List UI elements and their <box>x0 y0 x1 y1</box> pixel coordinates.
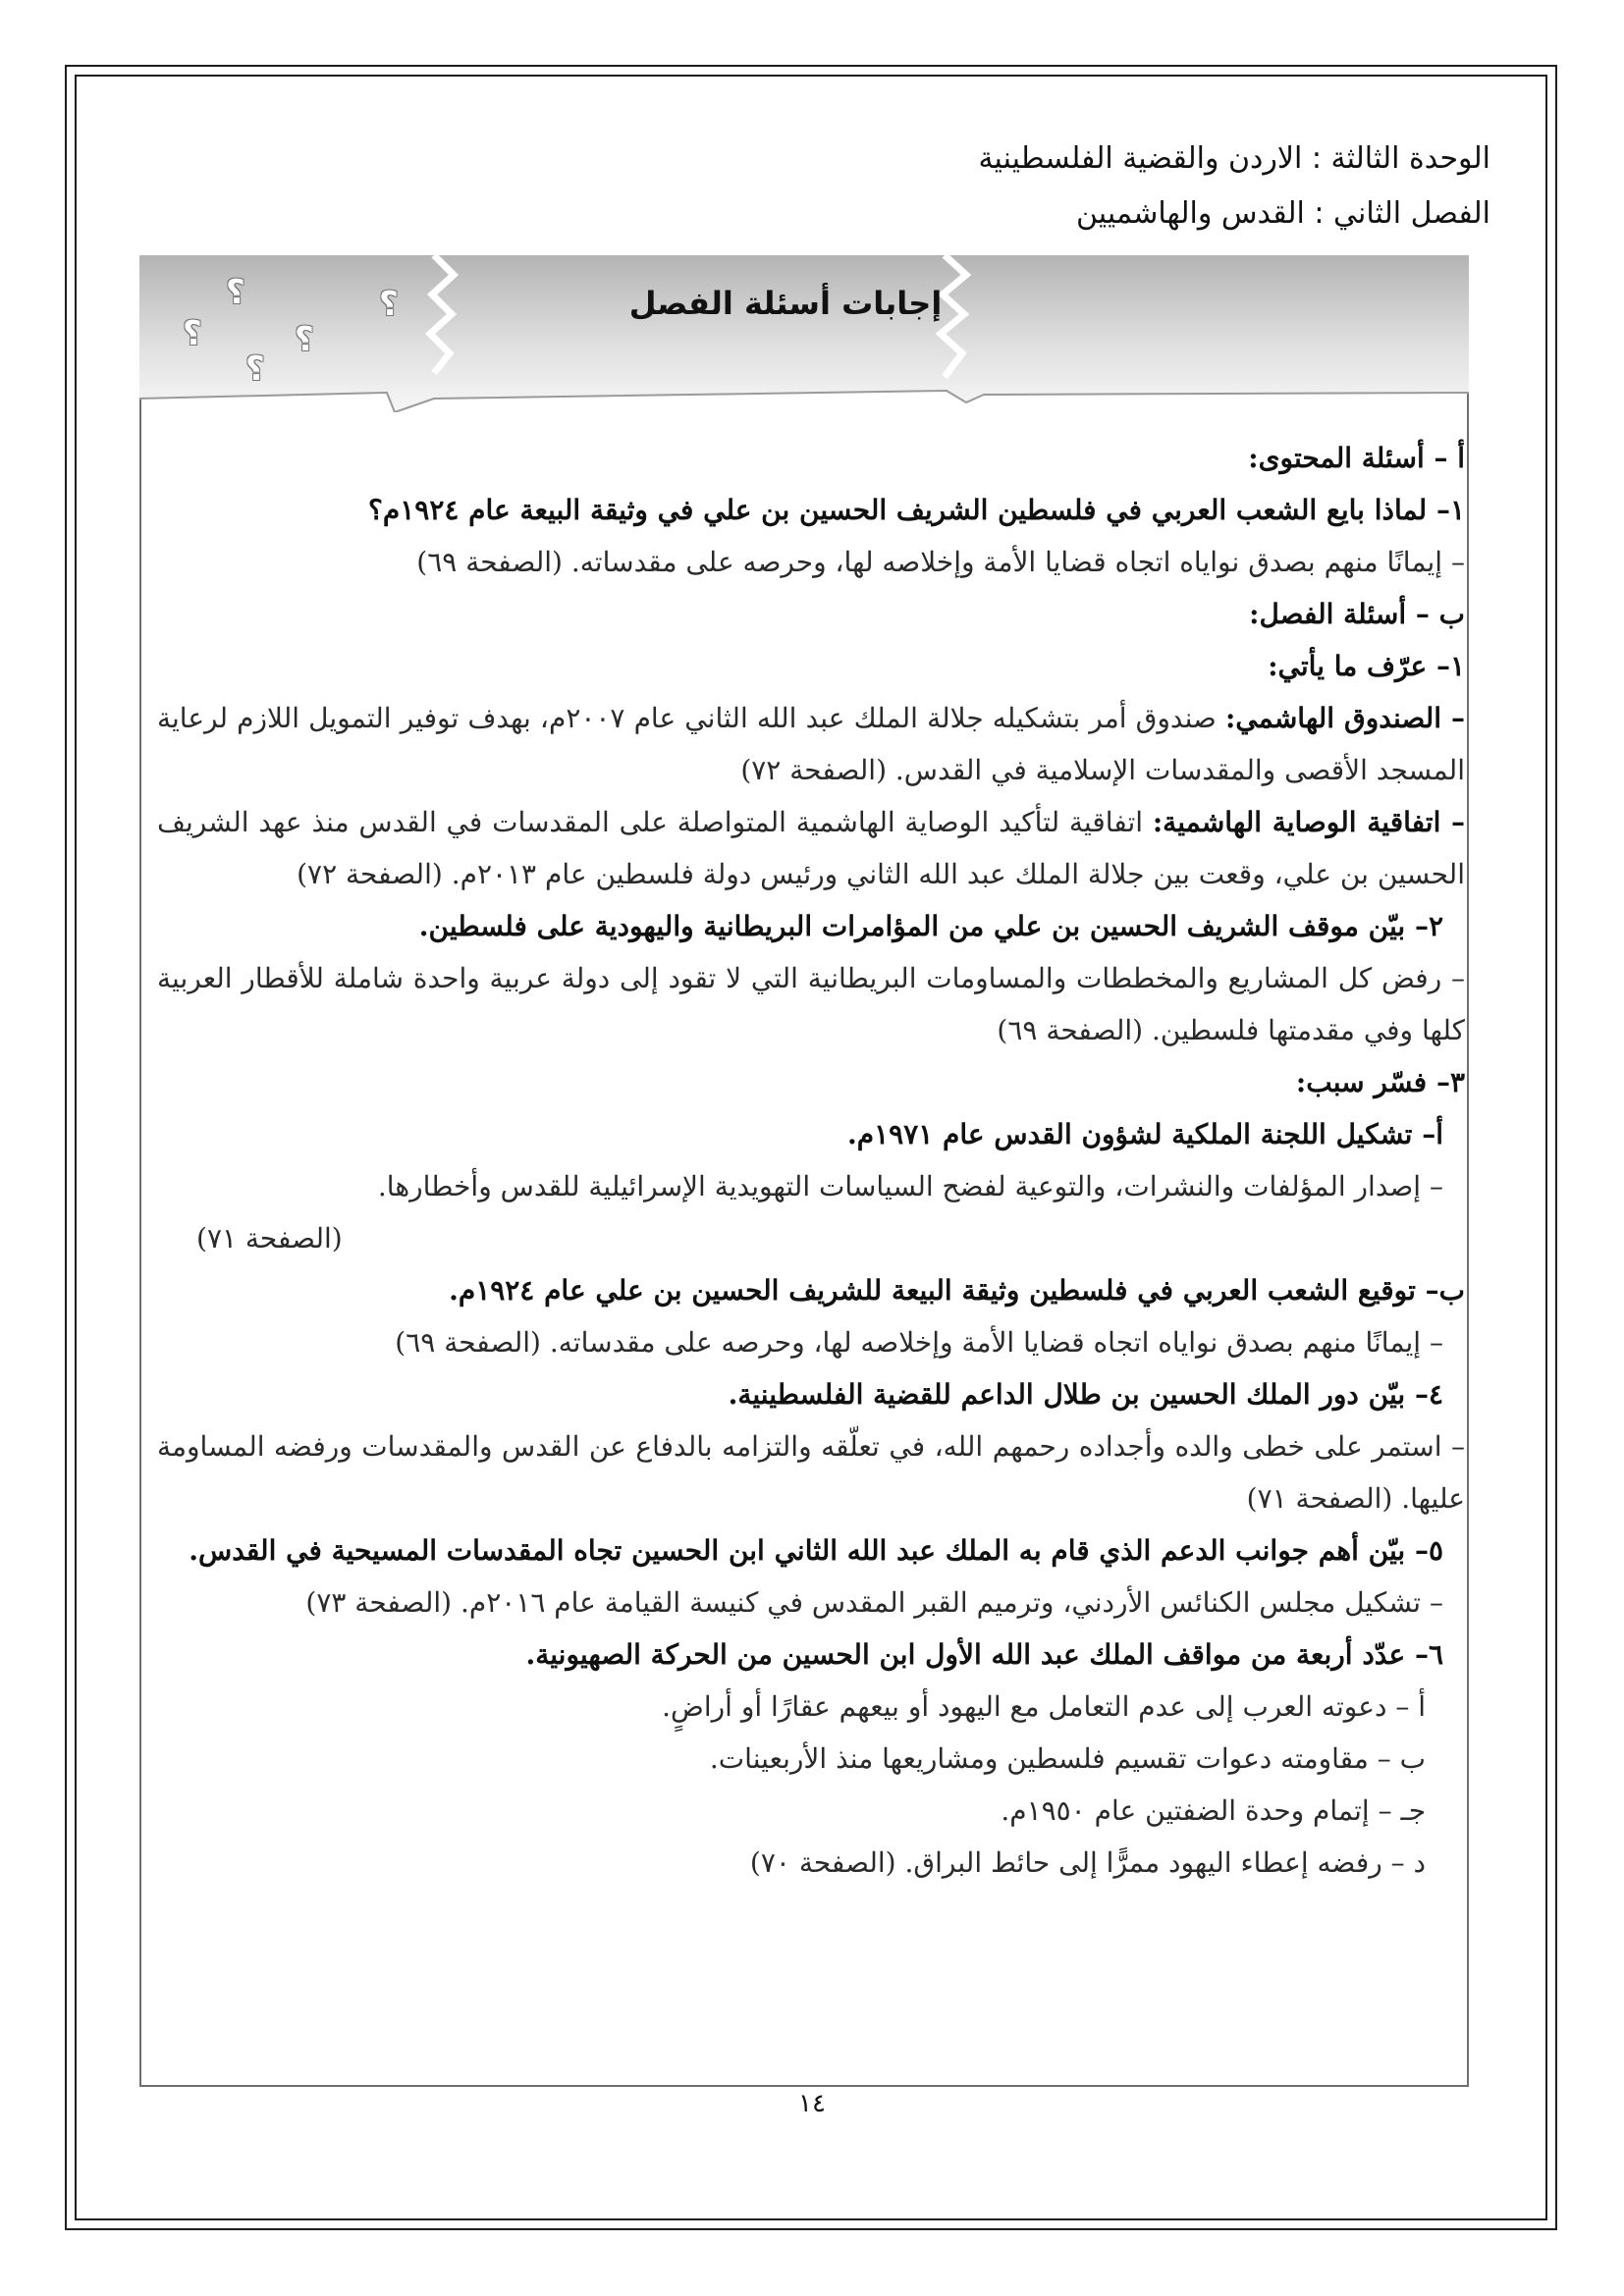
answer-1: – إيمانًا منهم بصدق نواياه اتجاه قضايا الأمة وإخلاصه لها، وحرصه على مقدساته. (الصفحة ٦٩) <box>416 546 1465 578</box>
question-c1: ١– عرّف ما يأتي: <box>1268 650 1465 682</box>
question-c3-a: أ– تشكيل اللجنة الملكية لشؤون القدس عام ١٩٧١م. <box>847 1118 1443 1150</box>
unit-title: الوحدة الثالثة : الاردن والقضية الفلسطينية <box>978 141 1490 176</box>
answer-c5: – تشكيل مجلس الكنائس الأردني، وترميم القبر المقدس في كنيسة القيامة عام ٢٠١٦م. (الصفحة ٧٣) <box>305 1586 1443 1619</box>
question-c4: ٤– بيّن دور الملك الحسين بن طلال الداعم للقضية الفلسطينية. <box>728 1378 1443 1411</box>
chapter-title: الفصل الثاني : القدس والهاشميين <box>1075 196 1490 231</box>
list-item: ب – مقاومته دعوات تقسيم فلسطين ومشاريعها منذ الأربعينات. <box>709 1742 1426 1775</box>
answer-c3-a-page: (الصفحة ٧١) <box>196 1222 343 1255</box>
definition-term: – الصندوق الهاشمي: <box>1224 702 1465 734</box>
question-mark-icon: ؟ <box>183 314 202 353</box>
question-c3: ٣– فسّر سبب: <box>1295 1066 1465 1098</box>
list-item: جـ – إتمام وحدة الضفتين عام ١٩٥٠م. <box>1001 1794 1426 1827</box>
page-number: ١٤ <box>798 2089 826 2118</box>
question-c5: ٥– بيّن أهم جوانب الدعم الذي قام به الملك عبد الله الثاني ابن الحسين تجاه المقدسات المسيحية في القدس. <box>189 1534 1443 1567</box>
question-c6: ٦– عدّد أربعة من مواقف الملك عبد الله الأول ابن الحسين من الحركة الصهيونية. <box>525 1638 1443 1671</box>
definition-text: اتفاقية لتأكيد الوصاية الهاشمية المتواصلة على المقدسات في القدس منذ عهد الشريف الحسين بن علي، وقعت بين جلالة الملك عبد الله الثاني ورئيس دولة فلسطين عام ٢٠١٣م. (الصفحة ٧٢) <box>157 806 1465 890</box>
question-mark-icon: ؟ <box>295 320 314 359</box>
definition-term: – اتفاقية الوصاية الهاشمية: <box>1152 806 1465 838</box>
question-mark-icon: ؟ <box>245 349 265 389</box>
answers-content <box>157 432 1465 1889</box>
question-mark-icon: ؟ <box>379 285 399 324</box>
question-1: ١– لماذا بايع الشعب العربي في فلسطين الشريف الحسين بن علي في وثيقة البيعة عام ١٩٢٤م؟ <box>368 494 1465 526</box>
answer-c3-a: – إصدار المؤلفات والنشرات، والتوعية لفضح السياسات التهويدية الإسرائيلية للقدس وأخطارها. <box>377 1170 1443 1202</box>
answer-c4: – استمر على خطى والده وأجداده رحمهم الله، في تعلّقه والتزامه بالدفاع عن القدس والمقدسات ورفضه المساومة عليها. (الصفحة ٧١) <box>157 1430 1465 1515</box>
banner-graphic <box>139 255 1469 412</box>
chapter-questions-heading: ب – أسئلة الفصل: <box>1249 598 1465 630</box>
list-item: أ – دعوته العرب إلى عدم التعامل مع اليهود أو بيعهم عقارًا أو أراضٍ. <box>662 1690 1426 1723</box>
definition-hashemite-fund <box>157 692 1465 796</box>
answer-c3-b: – إيمانًا منهم بصدق نواياه اتجاه قضايا الأمة وإخلاصه لها، وحرصه على مقدساته. (الصفحة ٦٩) <box>395 1326 1443 1359</box>
question-c3-b: ب– توقيع الشعب العربي في فلسطين وثيقة البيعة للشريف الحسين بن علي عام ١٩٢٤م. <box>449 1274 1465 1307</box>
definition-text: صندوق أمر بتشكيله جلالة الملك عبد الله الثاني عام ٢٠٠٧م، بهدف توفير التمويل اللازم لرعاية المسجد الأقصى والمقدسات الإسلامية في القدس. (الصفحة ٧٢) <box>157 702 1465 786</box>
page-header <box>978 132 1490 241</box>
content-questions-heading: أ – أسئلة المحتوى: <box>1248 442 1465 474</box>
answer-c2: – رفض كل المشاريع والمخططات والمساومات البريطانية التي لا تقود إلى دولة عربية واحدة شاملة للأقطار العربية كلها وفي مقدمتها فلسطين. (الصفحة ٦٩) <box>157 962 1465 1046</box>
definition-hashemite-custodianship <box>157 796 1465 900</box>
question-mark-icon: ؟ <box>226 273 245 312</box>
question-c2: ٢– بيّن موقف الشريف الحسين بن علي من المؤامرات البريطانية واليهودية على فلسطين. <box>418 910 1443 942</box>
banner-title: إجابات أسئلة الفصل <box>628 285 943 322</box>
list-item: د – رفضه إعطاء اليهود ممرًّا إلى حائط البراق. (الصفحة ٧٠) <box>749 1846 1426 1879</box>
